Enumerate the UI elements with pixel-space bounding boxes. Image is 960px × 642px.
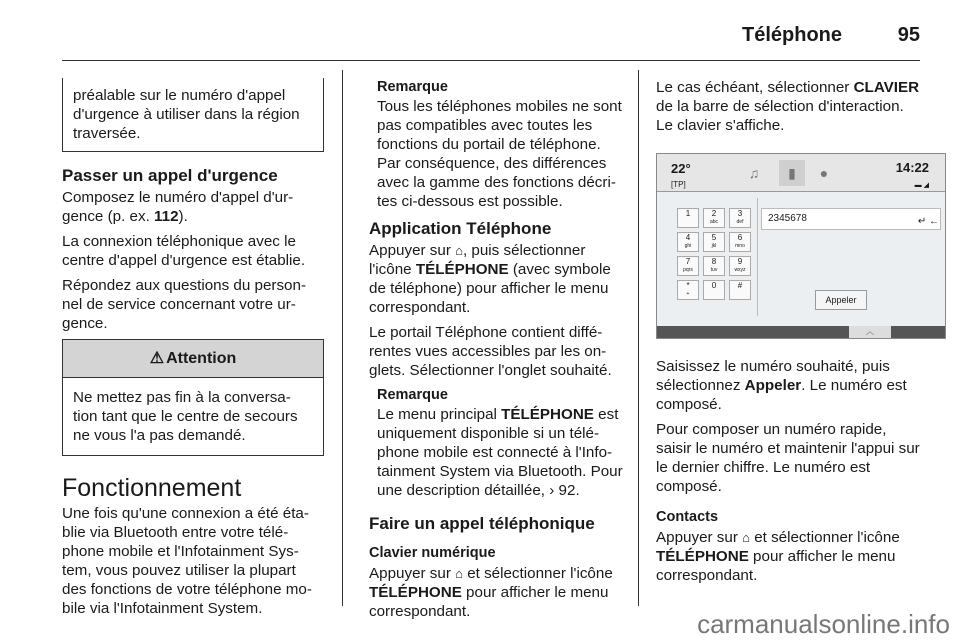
- heading-emergency: Passer un appel d'urgence: [62, 166, 278, 185]
- signal-icon: ▬ ◢: [914, 182, 929, 189]
- paragraph: Composez le numéro d'appel d'ur-gence (p. ex. 112).: [62, 189, 294, 225]
- warning-box-continuation: préalable sur le numéro d'appel d'urgence à utiliser dans la région traversée.: [62, 78, 324, 152]
- paragraph: Appuyer sur ⌂, puis sélectionner l'icône TÉLÉPHONE (avec symbole de téléphone) pour afficher le menu correspondant.: [369, 242, 611, 316]
- home-icon: ⌂: [455, 243, 463, 258]
- paragraph: La connexion téléphonique avec le centre d'appel d'urgence est établie.: [62, 233, 306, 269]
- column-1: [62, 72, 324, 624]
- number-field[interactable]: 2345678: [761, 208, 941, 230]
- keypad-key[interactable]: 5 jkl: [703, 232, 725, 252]
- header-rule: [62, 60, 920, 61]
- call-button[interactable]: Appeler: [815, 290, 867, 310]
- paragraph: Le portail Téléphone contient diffé-rentes vues accessibles par les on-glets. Sélectionner l'onglet souhaité.: [369, 324, 612, 379]
- info-icon: ●: [819, 165, 829, 181]
- remark: Remarque Tous les téléphones mobiles ne sont pas compatibles avec toutes les fonctions du portail de téléphone. Par conséquence, des différences avec la gamme des fonctions décri-tes ci-dessous est possible.: [377, 79, 622, 210]
- warning-triangle-icon: ⚠: [149, 350, 165, 367]
- temperature: 22°: [671, 161, 691, 176]
- attention-body: Ne mettez pas fin à la conversa-tion tant que le centre de secours ne vous l'a pas demandé.: [73, 389, 298, 444]
- page-header: [62, 18, 920, 58]
- screen-footer: [657, 326, 945, 338]
- heading-call: Faire un appel téléphonique: [369, 514, 595, 533]
- column-divider: [638, 70, 639, 606]
- paragraph: Appuyer sur ⌂ et sélectionner l'icône TÉLÉPHONE pour afficher le menu correspondant.: [656, 529, 900, 584]
- keypad-key[interactable]: #: [729, 280, 751, 300]
- page-ref-icon: ›: [549, 482, 555, 499]
- paragraph: Le cas échéant, sélectionner CLAVIER de la barre de sélection d'interaction. Le clavier s'affiche.: [656, 79, 920, 134]
- paragraph: Une fois qu'une connexion a été éta-blie via Bluetooth entre votre télé-phone mobile et l'Infotainment Sys-tem, vous pouvez utiliser la plupart des fonctions de votre téléphone mo-bile via l'Infotainment System.: [62, 505, 312, 617]
- paragraph: Pour composer un numéro rapide, saisir le numéro et maintenir l'appui sur le dernier chiffre. Le numéro est composé.: [656, 421, 920, 495]
- screen-divider: [757, 198, 758, 316]
- keypad-key[interactable]: 1: [677, 208, 699, 228]
- page-title: Téléphone: [741, 24, 842, 46]
- keypad-key[interactable]: 4 ghi: [677, 232, 699, 252]
- attention-header: ⚠ Attention: [63, 340, 323, 378]
- paragraph: Répondez aux questions du person-nel de service concernant votre ur-gence.: [62, 277, 307, 332]
- attention-box: [62, 339, 324, 456]
- column-divider: [342, 70, 343, 606]
- heading-function: Fonctionnement: [62, 474, 242, 502]
- heading-app: Application Téléphone: [369, 219, 552, 238]
- home-icon: ⌂: [742, 530, 750, 545]
- keypad-key[interactable]: 6 mno: [729, 232, 751, 252]
- traffic-program: [TP]: [671, 180, 686, 189]
- watermark: carmanualsonline.info: [697, 609, 950, 639]
- page-number: 95: [897, 24, 920, 46]
- phone-icon: ▮: [779, 160, 805, 186]
- paragraph: Appuyer sur ⌂ et sélectionner l'icône TÉLÉPHONE pour afficher le menu correspondant.: [369, 565, 613, 620]
- heading-contacts: Contacts: [656, 509, 719, 525]
- column-2: [369, 78, 627, 627]
- chevron-up-icon[interactable]: ︿: [849, 326, 891, 338]
- keypad-key[interactable]: 0: [703, 280, 725, 300]
- music-icon: ♫: [748, 165, 760, 181]
- heading-keypad: Clavier numérique: [369, 545, 496, 561]
- status-bar: [657, 154, 945, 192]
- keypad: [677, 208, 755, 300]
- keypad-key[interactable]: 3 def: [729, 208, 751, 228]
- clock: 14:22: [895, 160, 929, 175]
- infotainment-screenshot: [656, 153, 946, 339]
- backspace-icon[interactable]: ↵ ←: [917, 216, 939, 227]
- keypad-key[interactable]: 9 wxyz: [729, 256, 751, 276]
- keypad-key[interactable]: 2 abc: [703, 208, 725, 228]
- remark: Remarque Le menu principal TÉLÉPHONE est uniquement disponible si un télé-phone mobile est connecté à l'Info-tainment System via Bluetooth. Pour une description détaillée, › 92.: [377, 387, 623, 499]
- keypad-key[interactable]: * +: [677, 280, 699, 300]
- paragraph: Saisissez le numéro souhaité, puis sélectionnez Appeler. Le numéro est composé.: [656, 358, 907, 413]
- keypad-key[interactable]: 8 tuv: [703, 256, 725, 276]
- keypad-key[interactable]: 7 pqrs: [677, 256, 699, 276]
- column-3: [656, 78, 939, 591]
- home-icon: ⌂: [455, 566, 463, 581]
